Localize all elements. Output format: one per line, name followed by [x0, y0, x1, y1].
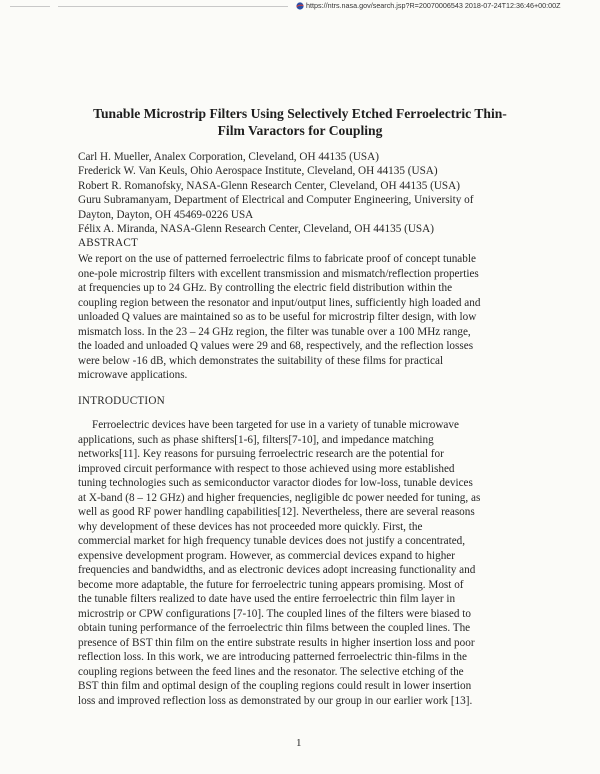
author-line: Frederick W. Van Keuls, Ohio Aerospace Institute, Cleveland, OH 44135 (USA) [78, 165, 438, 178]
author-line: Guru Subramanyam, Department of Electrical and Computer Engineering, University of [78, 194, 474, 207]
intro-line: tuning technologies such as semiconductor varactor diodes for low-loss, tunable devices [78, 477, 473, 489]
author-line: Carl H. Mueller, Analex Corporation, Cleveland, OH 44135 (USA) [78, 151, 379, 163]
intro-line: presence of BST thin film on the entire substrate results in higher insertion loss and poor [78, 636, 475, 649]
abstract-line: We report on the use of patterned ferroelectric films to fabricate proof of concept tunable [78, 253, 476, 265]
author-line: Félix A. Miranda, NASA-Glenn Research Center, Cleveland, OH 44135 (USA) [78, 223, 434, 236]
intro-line: commercial market for high frequency tunable devices does not justify a concentrated, [78, 535, 466, 547]
abstract-line: unloaded Q values are maintained so as to be useful for microstrip filter design, with low [78, 311, 477, 323]
title-line: Tunable Microstrip Filters Using Selectively Etched Ferroelectric Thin- [93, 106, 507, 121]
abstract-line: were below -16 dB, which demonstrates the suitability of these films for practical [78, 354, 444, 367]
abstract-line: mismatch loss. In the 23 – 24 GHz region, the filter was tunable over a 100 MHz range, [78, 325, 471, 338]
abstract-line: microwave applications. [78, 369, 188, 381]
intro-line: improved circuit performance with respect to those achieved using more established [78, 462, 455, 475]
abstract-body [78, 252, 536, 383]
paper-title [60, 106, 540, 139]
abstract-line: coupling region between the resonator and input/output lines, sufficiently high loaded and [78, 296, 481, 309]
intro-line: applications, such as phase shifters[1-6], filters[7-10], and impedance matching [78, 433, 434, 446]
intro-line: BST thin film and optimal design of the coupling regions could result in lower insertion [78, 680, 472, 692]
intro-line: obtain tuning performance of the ferroelectric thin films between the coupled lines. The [78, 622, 471, 634]
intro-line: become more adaptable, the future for ferroelectric tuning appears promising. Most of [78, 578, 464, 591]
abstract-line: at frequencies up to 24 GHz. By controlling the electric field distribution within the [78, 282, 453, 294]
intro-line: frequencies and bandwidths, and as electronic devices adopt increasing functionality and [78, 564, 476, 576]
header-rule-left [10, 6, 50, 7]
source-stamp [296, 1, 561, 10]
header-rule-middle [58, 6, 288, 7]
intro-line: expensive development program. However, as commercial devices expand to higher [78, 549, 455, 562]
page-number: 1 [296, 737, 302, 749]
author-line: Dayton, Dayton, OH 45469-0226 USA [78, 208, 254, 221]
intro-line: reflection loss. In this work, we are introducing patterned ferroelectric thin-films in the [78, 651, 467, 663]
abstract-line: one-pole microstrip filters with excellent transmission and mismatch/reflection properties [78, 267, 479, 280]
intro-line: Ferroelectric devices have been targeted for use in a variety of tunable microwave [78, 419, 459, 431]
intro-line: networks[11]. Key reasons for pursuing ferroelectric research are the potential for [78, 448, 444, 460]
intro-line: the tunable filters realized to date have used the entire ferroelectric thin film layer in [78, 593, 456, 605]
intro-line: microstrip or CPW configurations [7-10]. The coupled lines of the filters were biased to [78, 607, 471, 620]
introduction-body [78, 418, 536, 708]
abstract-line: the loaded and unloaded Q values were 29 and 68, respectively, and the reflection losses [78, 340, 474, 352]
title-line: Film Varactors for Coupling [217, 122, 383, 138]
intro-line: why development of these devices has not proceeded more quickly. First, the [78, 520, 423, 533]
intro-line: well as good RF power handling capabilities[12]. Nevertheless, there are several reasons [78, 506, 475, 518]
introduction-heading: INTRODUCTION [78, 395, 165, 407]
author-list [78, 150, 548, 236]
intro-line: loss and improved reflection loss as demonstrated by our group in our earlier work [13]. [78, 694, 473, 707]
source-url[interactable]: https://ntrs.nasa.gov/search.jsp?R=20070006543 2018-07-24T12:36:46+00:00Z [306, 1, 561, 10]
intro-line: coupling regions between the feed lines and the resonator. The selective etching of the [78, 665, 464, 678]
abstract-heading: ABSTRACT [78, 237, 139, 249]
intro-line: at X-band (8 – 12 GHz) and higher frequencies, negligible dc power needed for tuning, as [78, 491, 481, 504]
nasa-globe-icon [296, 2, 304, 10]
author-line: Robert R. Romanofsky, NASA-Glenn Research Center, Cleveland, OH 44135 (USA) [78, 179, 460, 192]
